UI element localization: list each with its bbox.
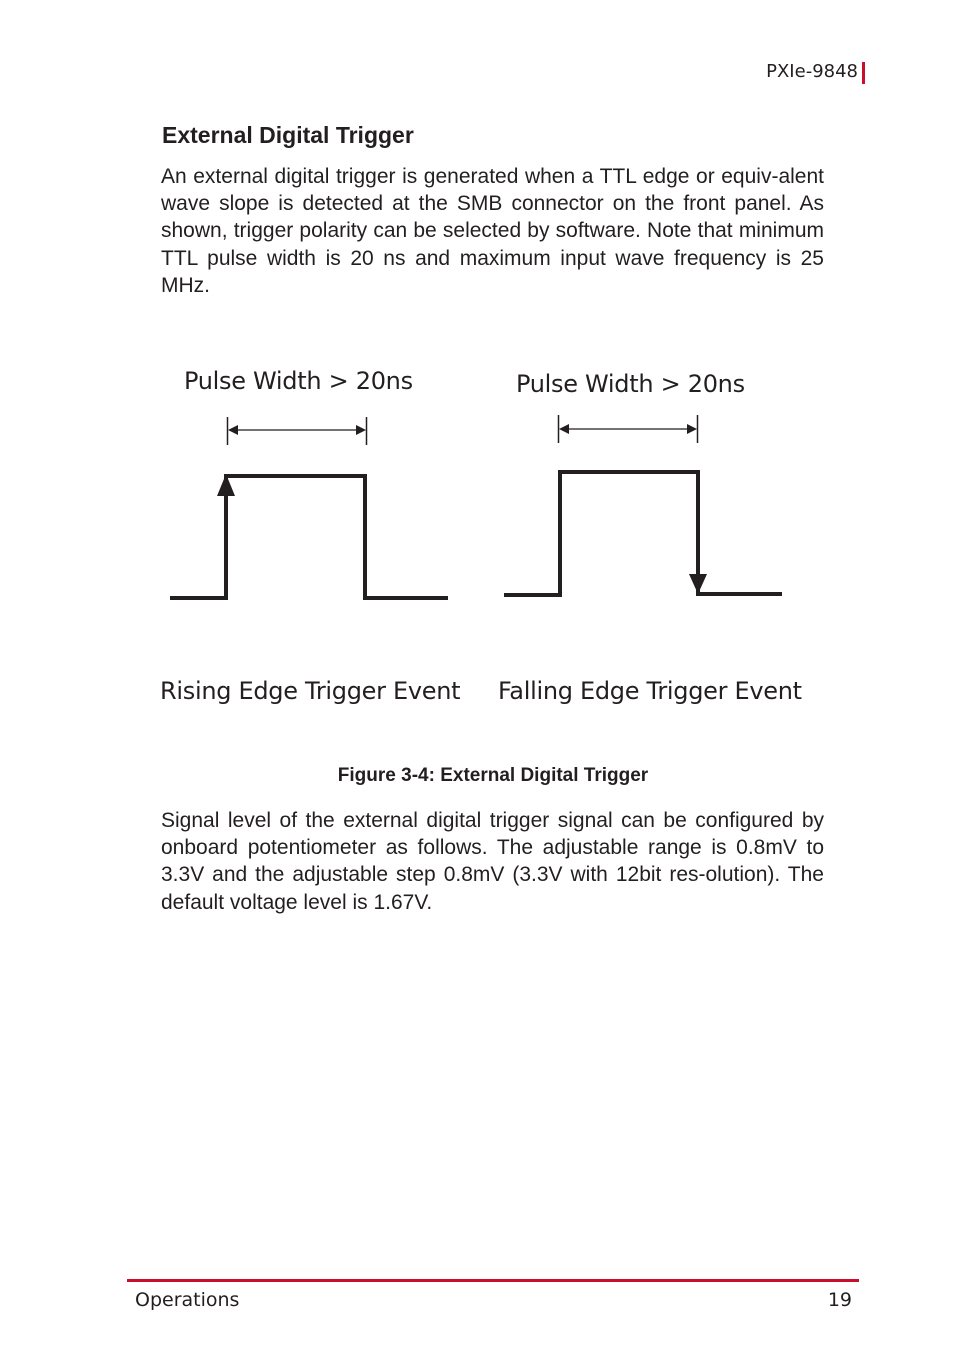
header-model-name: PXIe-9848 (766, 61, 858, 82)
falling-edge-arrowhead (689, 574, 707, 594)
footer-divider (127, 1279, 859, 1282)
pulse-width-label-right: Pulse Width > 20ns (516, 370, 745, 398)
falling-edge-waveform (504, 472, 782, 595)
pulse-width-arrowhead-right-b (687, 424, 697, 434)
pulse-width-arrowhead-left-a (228, 425, 238, 435)
falling-edge-caption: Falling Edge Trigger Event (498, 677, 802, 705)
pulse-width-arrowhead-right-a (559, 424, 569, 434)
section-title: External Digital Trigger (162, 122, 414, 148)
pulse-width-arrowhead-left-b (356, 425, 366, 435)
pulse-width-label-left: Pulse Width > 20ns (184, 367, 413, 395)
signal-level-paragraph: Signal level of the external digital trigger signal can be configured by onboard potentiometer as follows. The adjustable range is 0.8mV to 3.3V and the adjustable step 0.8mV (3.3V with 12bit res-olution). The default voltage level is 1.67V. (161, 809, 824, 914)
footer-page-number: 19 (827, 1289, 852, 1311)
rising-edge-waveform (170, 476, 448, 598)
footer-section-name: Operations (135, 1289, 240, 1311)
figure-caption: Figure 3-4: External Digital Trigger (337, 765, 649, 786)
intro-paragraph: An external digital trigger is generated when a TTL edge or equiv-alent wave slope is detected at the SMB connector on the front panel. As shown, trigger polarity can be selected by software. Note that minimum TTL pulse width is 20 ns and maximum input wave frequency is 25 MHz. (161, 165, 824, 297)
rising-edge-caption: Rising Edge Trigger Event (160, 677, 461, 705)
